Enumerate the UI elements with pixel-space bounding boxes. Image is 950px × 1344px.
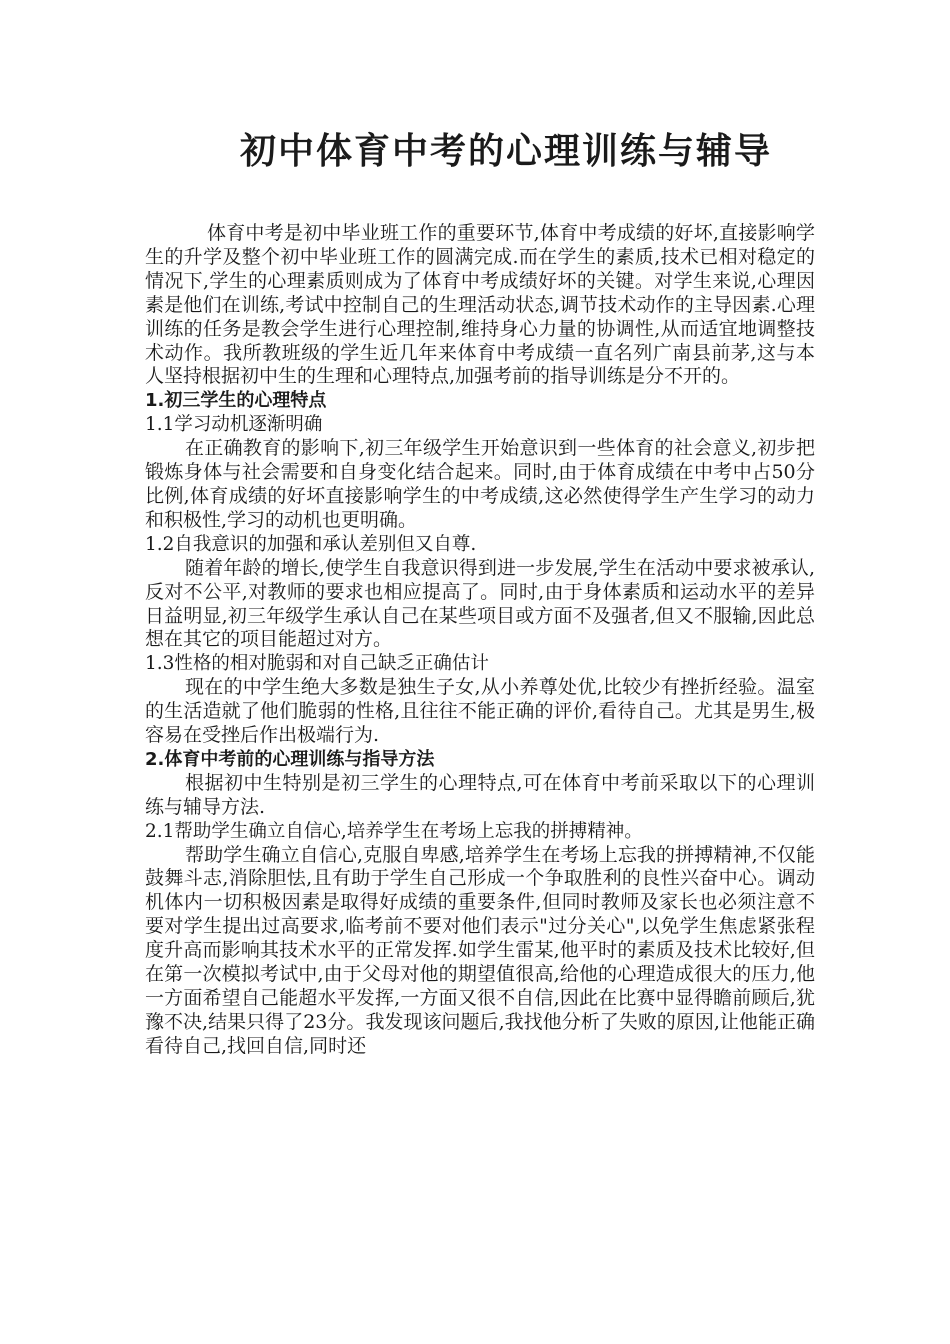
subsection-2-1-paragraph: 帮助学生确立自信心,克服自卑感,培养学生在考场上忘我的拼搏精神,不仅能鼓舞斗志,消除胆怯,且有助于学生自己形成一个争取胜利的良性兴奋中心。调动机体内一切积极因素是取得好成绩的重要条件,但同时教师及家长也必须注意不要对学生提出过高要求,临考前不要对他们表示"过分关心",以免学生焦虑紧张程度升高而影响其技术水平的正常发挥.如学生雷某,他平时的素质及技术比较好,但在第一次模拟考试中,由于父母对他的期望值很高,给他的心理造成很大的压力,他一方面希望自己能超水平发挥,一方面又很不自信,因此在比赛中显得瞻前顾后,犹豫不决,结果只得了23分。我发现该问题后,我找他分析了失败的原因,让他能正确看待自己,找回自信,同时还 [145, 843, 815, 1057]
section-1-heading: 1.初三学生的心理特点 [145, 390, 327, 412]
subsection-1-2-heading: 1.2自我意识的加强和承认差别但又自尊. [145, 533, 477, 555]
section-2-intro-paragraph: 根据初中生特别是初三学生的心理特点,可在体育中考前采取以下的心理训练与辅导方法. [145, 771, 815, 818]
subsection-1-3-heading: 1.3性格的相对脆弱和对自己缺乏正确估计 [145, 653, 489, 675]
subsection-1-3-paragraph: 现在的中学生绝大多数是独生子女,从小养尊处优,比较少有挫折经验。温室的生活造就了他们脆弱的性格,且往往不能正确的评价,看待自己。尤其是男生,极容易在受挫后作出极端行为. [145, 676, 815, 747]
document-body [145, 222, 815, 1059]
subsection-1-1-heading: 1.1学习动机逐渐明确 [145, 414, 323, 436]
subsection-1-1-paragraph: 在正确教育的影响下,初三年级学生开始意识到一些体育的社会意义,初步把锻炼身体与社会需要和自身变化结合起来。同时,由于体育成绩在中考中占50分比例,体育成绩的好坏直接影响学生的中考成绩,这必然使得学生产生学习的动力和积极性,学习的动机也更明确。 [145, 437, 815, 531]
subsection-2-1-heading: 2.1帮助学生确立自信心,培养学生在考场上忘我的拼搏精神。 [145, 820, 643, 842]
document-title: 初中体育中考的心理训练与辅导 [240, 131, 773, 172]
subsection-1-2-paragraph: 随着年龄的增长,使学生自我意识得到进一步发展,学生在活动中要求被承认,反对不公平,对教师的要求也相应提高了。同时,由于身体素质和运动水平的差异日益明显,初三年级学生承认自己在某些项目或方面不及强者,但又不服输,因此总想在其它的项目能超过对方。 [145, 556, 815, 651]
section-2-heading: 2.体育中考前的心理训练与指导方法 [145, 748, 435, 770]
intro-paragraph: 体育中考是初中毕业班工作的重要环节,体育中考成绩的好坏,直接影响学生的升学及整个初中毕业班工作的圆满完成.而在学生的素质,技术已相对稳定的情况下,学生的心理素质则成为了体育中考成绩好坏的关键。对学生来说,心理因素是他们在训练,考试中控制自己的生理活动状态,调节技术动作的主导因素.心理训练的任务是教会学生进行心理控制,维持身心力量的协调性,从而适宜地调整技术动作。我所教班级的学生近几年来体育中考成绩一直名列广南县前茅,这与本人坚持根据初中生的生理和心理特点,加强考前的指导训练是分不开的。 [145, 222, 815, 388]
